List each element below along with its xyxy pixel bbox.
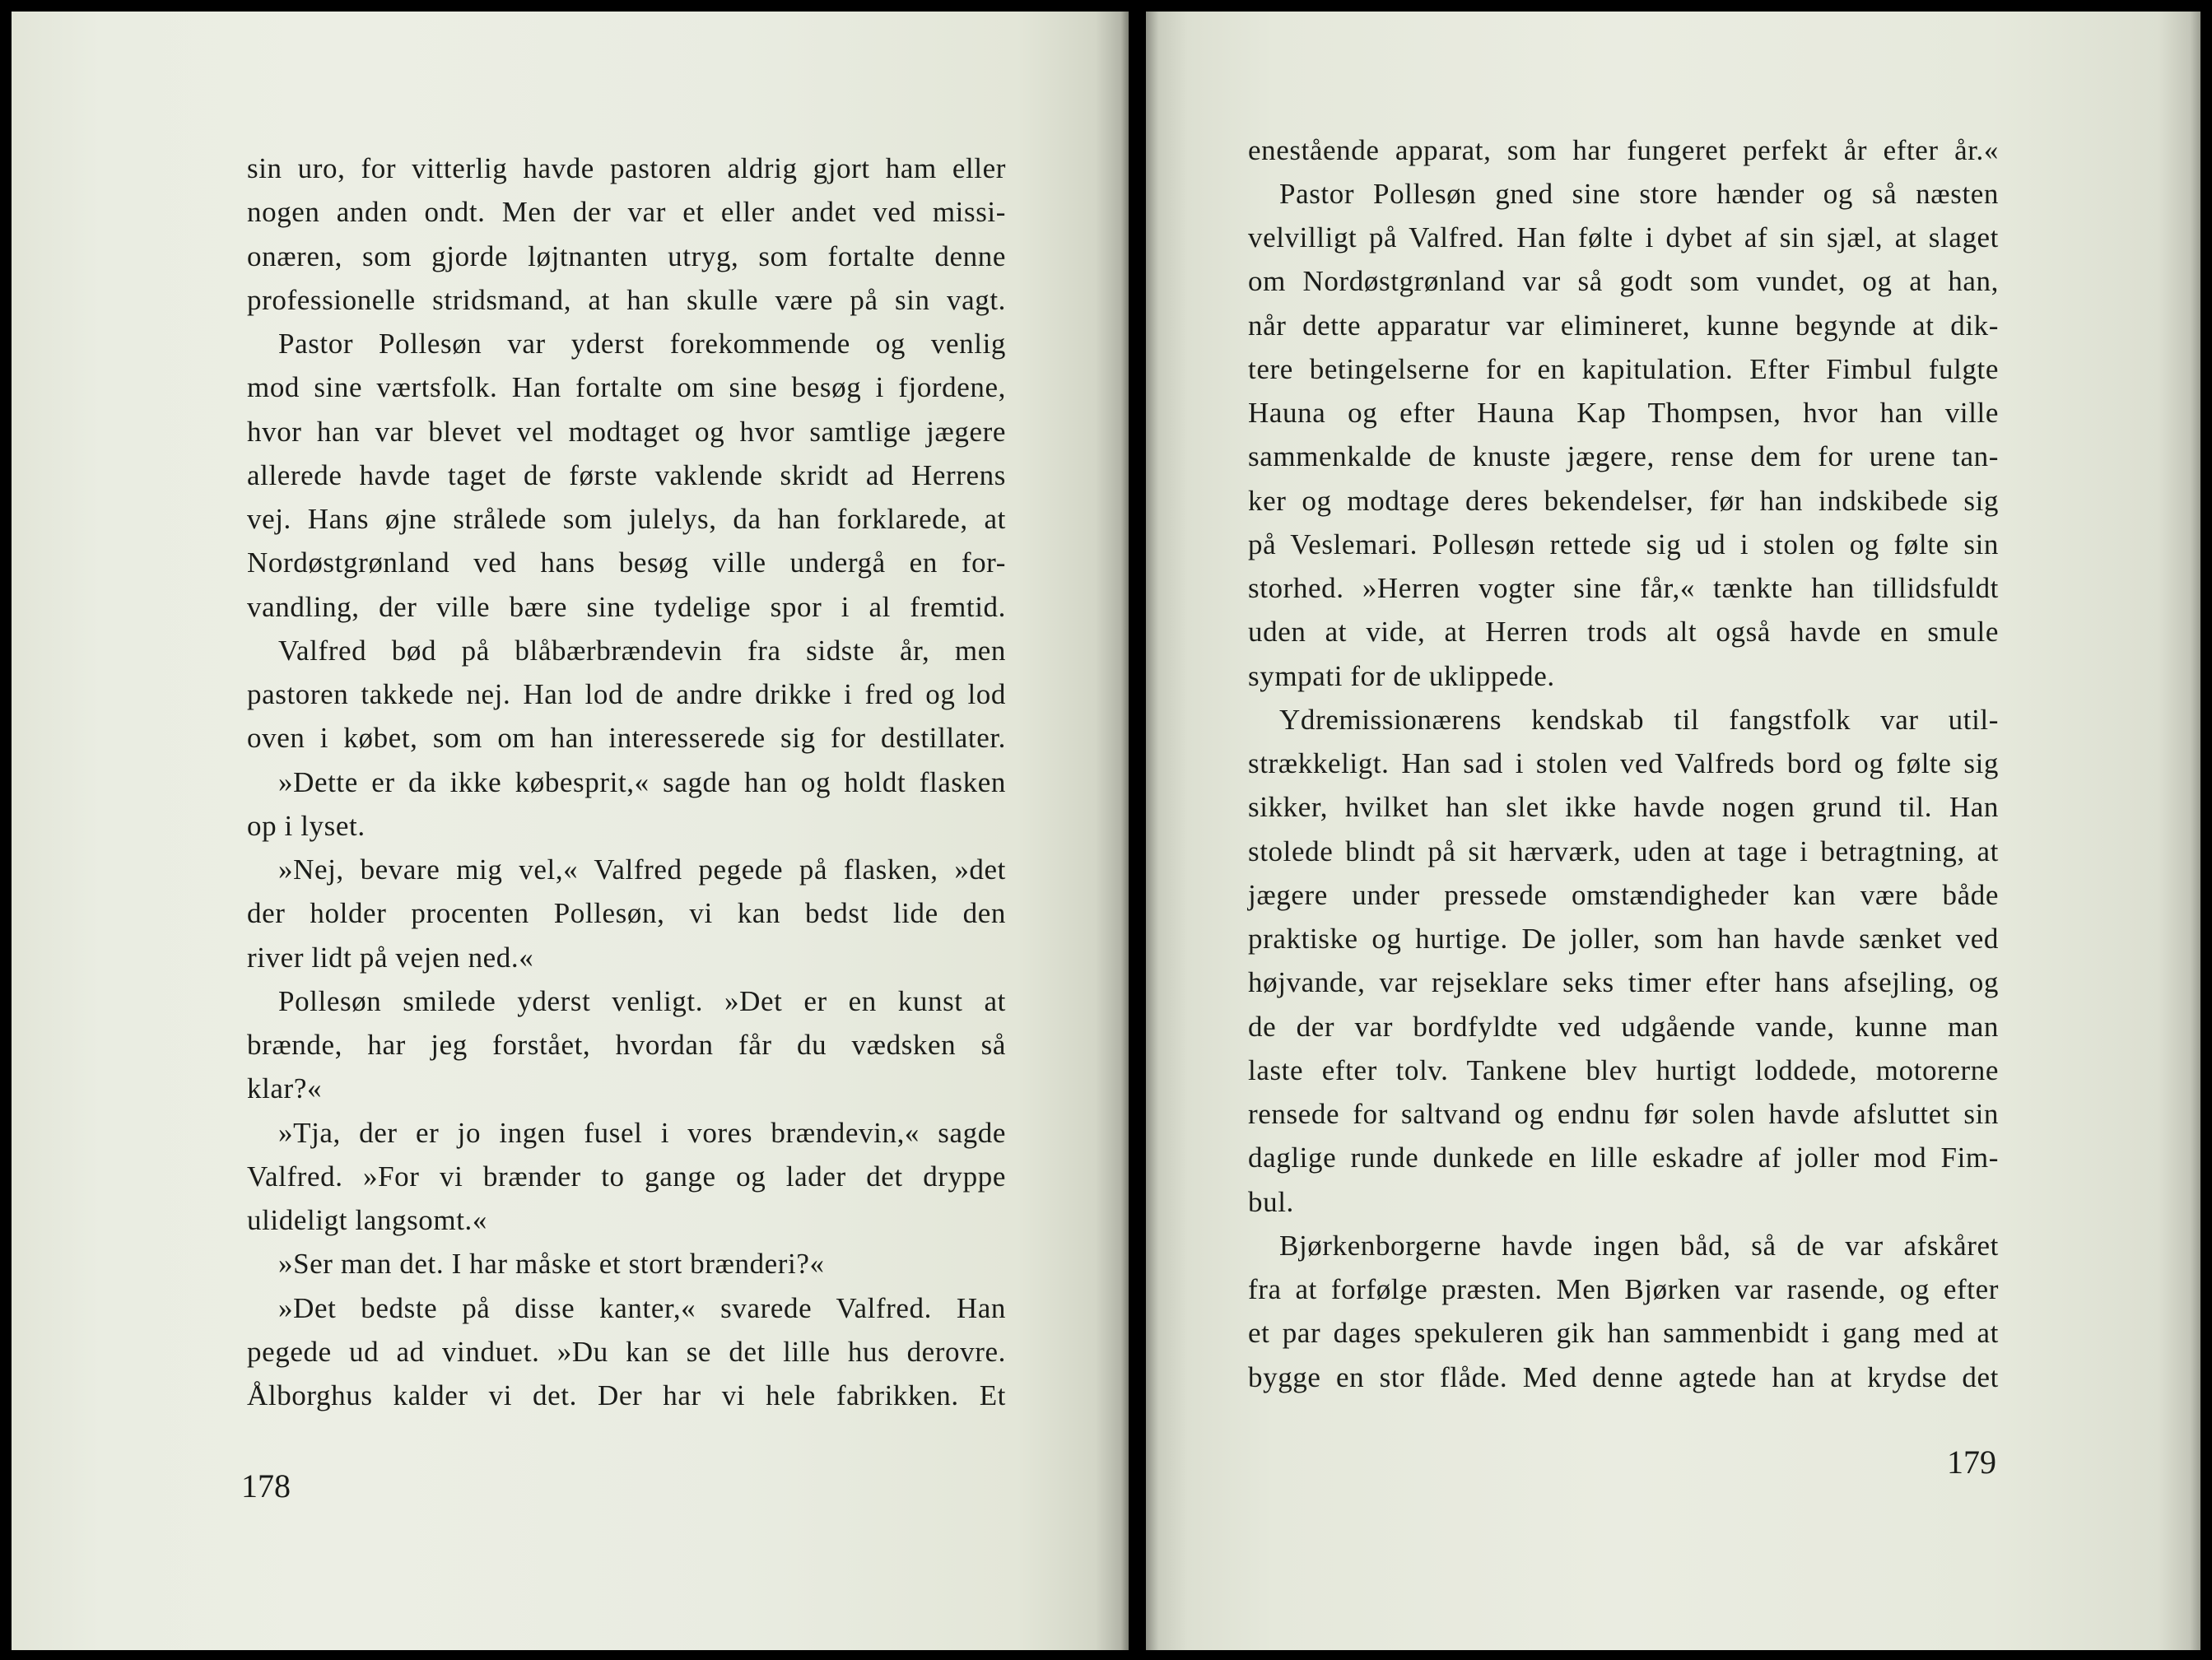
- text-line: de der var bordfyldte ved udgående vande, kunne man: [1248, 1010, 1999, 1043]
- text-line: vandling, der ville bære sine tydelige spor i al fremtid.: [247, 590, 1006, 623]
- text-line: storhed. »Herren vogter sine får,« tænkte han tillidsfuldt: [1248, 572, 1999, 604]
- text-line: tere betingelserne for en kapitulation. Efter Fimbul fulgte: [1248, 352, 1999, 385]
- text-line: jægere under pressede omstændigheder kan være både: [1248, 878, 1999, 911]
- text-line: Hauna og efter Hauna Kap Thompsen, hvor han ville: [1248, 397, 1999, 429]
- text-line: enestående apparat, som har fungeret perfekt år efter år.«: [1248, 133, 1999, 166]
- text-line: ker og modtage deres bekendelser, før han indskibede sig: [1248, 484, 1999, 517]
- text-line: højvande, var rejseklare seks timer efter hans afsejling, og: [1248, 966, 1999, 999]
- text-line: pegede ud ad vinduet. »Du kan se det lille hus derovre.: [247, 1335, 1006, 1368]
- text-line: Valfred. »For vi brænder to gange og lader det dryppe: [247, 1160, 1006, 1193]
- text-line: Pollesøn smilede yderst venligt. »Det er en kunst at: [278, 984, 1006, 1017]
- text-line: Pastor Pollesøn var yderst forekommende og venlig: [278, 328, 1006, 360]
- text-line: Ålborghus kalder vi det. Der har vi hele fabrikken. Et: [247, 1379, 1006, 1411]
- text-line: velvilligt på Valfred. Han følte i dybet af sin sjæl, at slaget: [1248, 221, 1999, 253]
- page-number-right: 179: [1947, 1444, 1996, 1481]
- text-line: uden at vide, at Herren trods alt også havde en smule: [1248, 616, 1999, 649]
- page-number-left: 178: [241, 1467, 291, 1504]
- right-page-text: [1248, 128, 1999, 1399]
- text-line: ulideligt langsomt.«: [247, 1204, 487, 1236]
- text-line: laste efter tolv. Tankene blev hurtigt loddede, motorerne: [1248, 1053, 1999, 1086]
- text-line: »Dette er da ikke købesprit,« sagde han og holdt flasken: [278, 765, 1006, 798]
- text-line: strækkeligt. Han sad i stolen ved Valfreds bord og følte sig: [1248, 747, 1999, 779]
- right-page: [1146, 12, 2200, 1650]
- text-line: vej. Hans øjne strålede som julelys, da han forklarede, at: [247, 503, 1006, 535]
- text-line: »Tja, der er jo ingen fusel i vores brændevin,« sagde: [278, 1116, 1006, 1149]
- text-line: mod sine værtsfolk. Han fortalte om sine besøg i fjordene,: [247, 371, 1006, 404]
- left-page: [12, 12, 1129, 1650]
- text-line: op i lyset.: [247, 809, 366, 842]
- text-line: et par dages spekuleren gik han sammenbidt i gang med at: [1248, 1317, 1999, 1350]
- text-line: Nordøstgrønland ved hans besøg ville undergå en for-: [247, 546, 1006, 579]
- text-line: »Nej, bevare mig vel,« Valfred pegede på flasken, »det: [278, 853, 1006, 886]
- text-line: sin uro, for vitterlig havde pastoren aldrig gjort ham eller: [247, 152, 1006, 184]
- text-line: nogen anden ondt. Men der var et eller andet ved missi-: [247, 196, 1006, 229]
- text-line: Bjørkenborgerne havde ingen båd, så de var afskåret: [1279, 1229, 1999, 1262]
- text-line: sammenkalde de knuste jægere, rense dem for urene tan-: [1248, 440, 1999, 473]
- text-line: Ydremissionærens kendskab til fangstfolk var util-: [1279, 703, 1999, 736]
- text-line: hvor han var blevet vel modtaget og hvor samtlige jægere: [247, 415, 1006, 448]
- text-line: onæren, som gjorde løjtnanten utryg, som fortalte denne: [247, 239, 1006, 272]
- text-line: daglige runde dunkede en lille eskadre af joller mod Fim-: [1248, 1142, 1999, 1174]
- text-line: Valfred bød på blåbærbrændevin fra sidste år, men: [278, 634, 1006, 667]
- text-line: river lidt på vejen ned.«: [247, 941, 534, 974]
- text-line: fra at forfølge præsten. Men Bjørken var rasende, og efter: [1248, 1273, 1999, 1305]
- text-line: Pastor Pollesøn gned sine store hænder og så næsten: [1279, 177, 1999, 210]
- text-line: brænde, har jeg forstået, hvordan får du vædsken så: [247, 1029, 1006, 1061]
- text-line: praktiske og hurtige. De joller, som han havde sænket ved: [1248, 923, 1999, 955]
- text-line: når dette apparatur var elimineret, kunne begynde at dik-: [1248, 309, 1999, 342]
- text-line: om Nordøstgrønland var så godt som vundet, og at han,: [1248, 265, 1999, 298]
- text-line: »Det bedste på disse kanter,« svarede Valfred. Han: [278, 1291, 1006, 1324]
- text-line: pastoren takkede nej. Han lod de andre drikke i fred og lod: [247, 678, 1006, 710]
- left-page-text: [247, 146, 1006, 1417]
- text-line: sympati for de uklippede.: [1248, 659, 1555, 692]
- text-line: klar?«: [247, 1072, 323, 1105]
- text-line: på Veslemari. Pollesøn rettede sig ud i stolen og følte sin: [1248, 528, 1999, 560]
- text-line: allerede havde taget de første vaklende skridt ad Herrens: [247, 458, 1006, 491]
- text-line: der holder procenten Pollesøn, vi kan bedst lide den: [247, 897, 1006, 930]
- text-line: bygge en stor flåde. Med denne agtede han at krydse det: [1248, 1360, 1999, 1393]
- text-line: »Ser man det. I har måske et stort brænderi?«: [278, 1248, 825, 1281]
- text-line: rensede for saltvand og endnu før solen havde afsluttet sin: [1248, 1098, 1999, 1130]
- gutter: [1129, 0, 1146, 1660]
- text-line: professionelle stridsmand, at han skulle være på sin vagt.: [247, 283, 1006, 316]
- text-line: bul.: [1248, 1185, 1294, 1218]
- text-line: sikker, hvilket han slet ikke havde nogen grund til. Han: [1248, 791, 1999, 824]
- text-line: oven i købet, som om han interesserede sig for destillater.: [247, 722, 1006, 755]
- text-line: stolede blindt på sit hærværk, uden at tage i betragtning, at: [1248, 835, 1999, 867]
